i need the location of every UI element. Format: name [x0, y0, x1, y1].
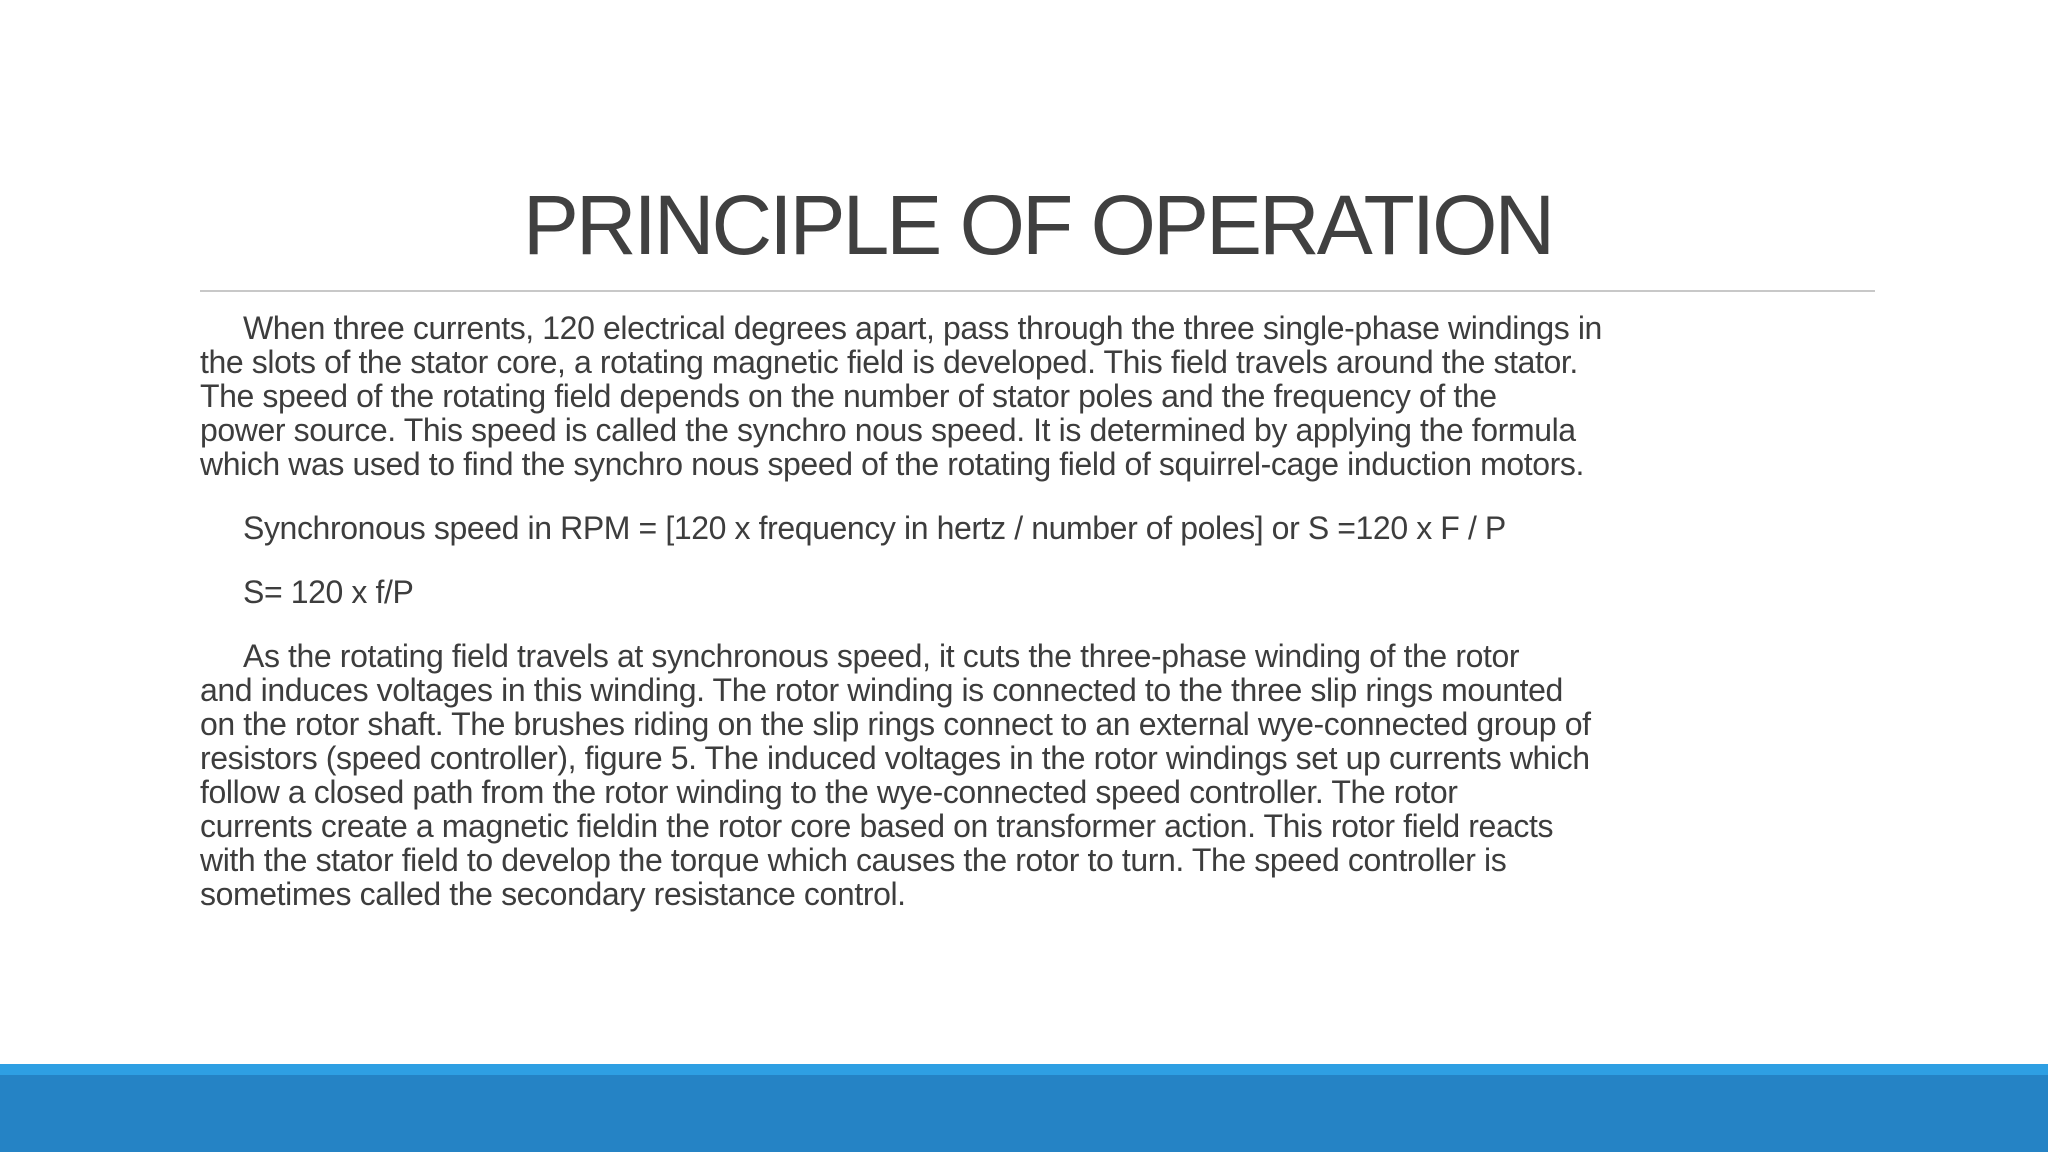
paragraph-rotor-operation — [200, 639, 1880, 911]
paragraph-rotating-field — [200, 311, 1880, 481]
text-line: sometimes called the secondary resistance control. — [200, 876, 906, 912]
text-line: which was used to find the synchro nous speed of the rotating field of squirrel-cage induction motors. — [200, 446, 1584, 482]
text-line: As the rotating field travels at synchronous speed, it cuts the three-phase winding of the rotor — [243, 638, 1520, 674]
formula-synchronous-speed: Synchronous speed in RPM = [120 x frequency in hertz / number of poles] or S =120 x F / P — [243, 510, 1506, 546]
slide-body — [200, 311, 1880, 911]
title-divider — [200, 290, 1875, 292]
formula-short: S= 120 x f/P — [243, 574, 414, 610]
text-line: follow a closed path from the rotor winding to the wye-connected speed controller. The rotor — [200, 774, 1458, 810]
text-line: power source. This speed is called the synchro nous speed. It is determined by applying the formula — [200, 412, 1576, 448]
footer-accent-stripe — [0, 1064, 2048, 1075]
text-line: on the rotor shaft. The brushes riding on the slip rings connect to an external wye-connected group of — [200, 706, 1591, 742]
text-line: and induces voltages in this winding. The rotor winding is connected to the three slip rings mounted — [200, 672, 1563, 708]
text-line: resistors (speed controller), figure 5. The induced voltages in the rotor windings set up currents which — [200, 740, 1590, 776]
text-line: the slots of the stator core, a rotating magnetic field is developed. This field travels around the stator. — [200, 344, 1578, 380]
slide-title: PRINCIPLE OF OPERATION — [522, 178, 1553, 272]
text-line: When three currents, 120 electrical degrees apart, pass through the three single-phase windings in — [243, 310, 1602, 346]
footer-bar — [0, 1075, 2048, 1152]
text-line: currents create a magnetic fieldin the rotor core based on transformer action. This rotor field reacts — [200, 808, 1554, 844]
text-line: with the stator field to develop the torque which causes the rotor to turn. The speed controller is — [200, 842, 1507, 878]
text-line: The speed of the rotating field depends on the number of stator poles and the frequency of the — [200, 378, 1497, 414]
